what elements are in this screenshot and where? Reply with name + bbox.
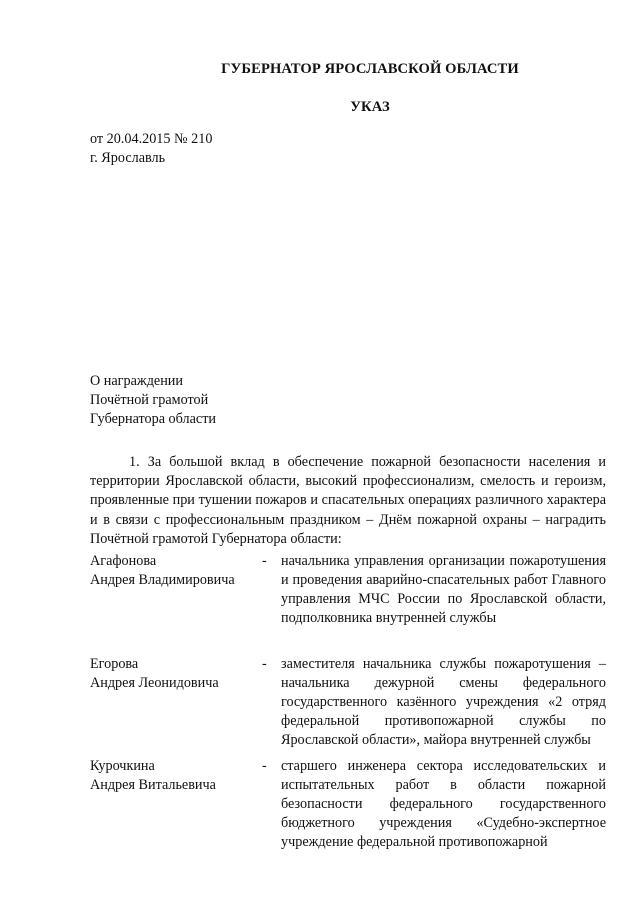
paragraph-1: 1. За большой вклад в обеспечение пожарной безопасности населения и территории Ярославской области, высокий профессионализм, смелость и героизм, проявленные при тушении пожаров и спасательных операциях различного характера и в связи с профессиональным праздником – Днём пожарной охраны – наградить Почётной грамотой Губернатора области: — [90, 454, 606, 547]
subject-line: Почётной грамотой — [90, 392, 209, 408]
awardee-surname: Агафонова — [90, 553, 157, 569]
issuing-authority-heading: ГУБЕРНАТОР ЯРОСЛАВСКОЙ ОБЛАСТИ — [221, 61, 519, 77]
city: г. Ярославль — [90, 150, 166, 166]
awardee-given-name: Андрея Владимировича — [90, 572, 235, 588]
awardee-name — [90, 552, 260, 590]
awardee-given-name: Андрея Витальевича — [90, 777, 216, 793]
subject-line: Губернатора области — [90, 411, 216, 427]
awardee-surname: Курочкина — [90, 758, 155, 774]
awardee-name — [90, 757, 260, 795]
awardee-position: начальника управления организации пожаротушения и проведения аварийно-спасательных работ Главного управления МЧС России по Ярославской области, подполковника внутренней службы — [281, 553, 606, 626]
awardee-position: старшего инженера сектора исследовательских и испытательных работ в области пожарной безопасности федерального государственного бюджетного учреждения «Судебно-экспертное учреждение федеральной противопожарной — [281, 758, 606, 850]
entry-dash: - — [262, 656, 267, 672]
document-type-heading: УКАЗ — [350, 99, 390, 115]
subject-line: О награждении — [90, 373, 183, 389]
document-meta — [90, 130, 212, 168]
awardee-given-name: Андрея Леонидовича — [90, 675, 219, 691]
entry-dash: - — [262, 553, 267, 569]
awardee-position: заместителя начальника службы пожаротушения – начальника дежурной смены федерального государственного казённого учреждения «2 отряд федеральной противопожарной службы по Ярославской области», майора внутренней службы — [281, 656, 606, 748]
entry-dash: - — [262, 758, 267, 774]
awardee-surname: Егорова — [90, 656, 139, 672]
awardee-name — [90, 655, 260, 693]
document-subject — [90, 372, 216, 429]
date-number: от 20.04.2015 № 210 — [90, 131, 213, 147]
